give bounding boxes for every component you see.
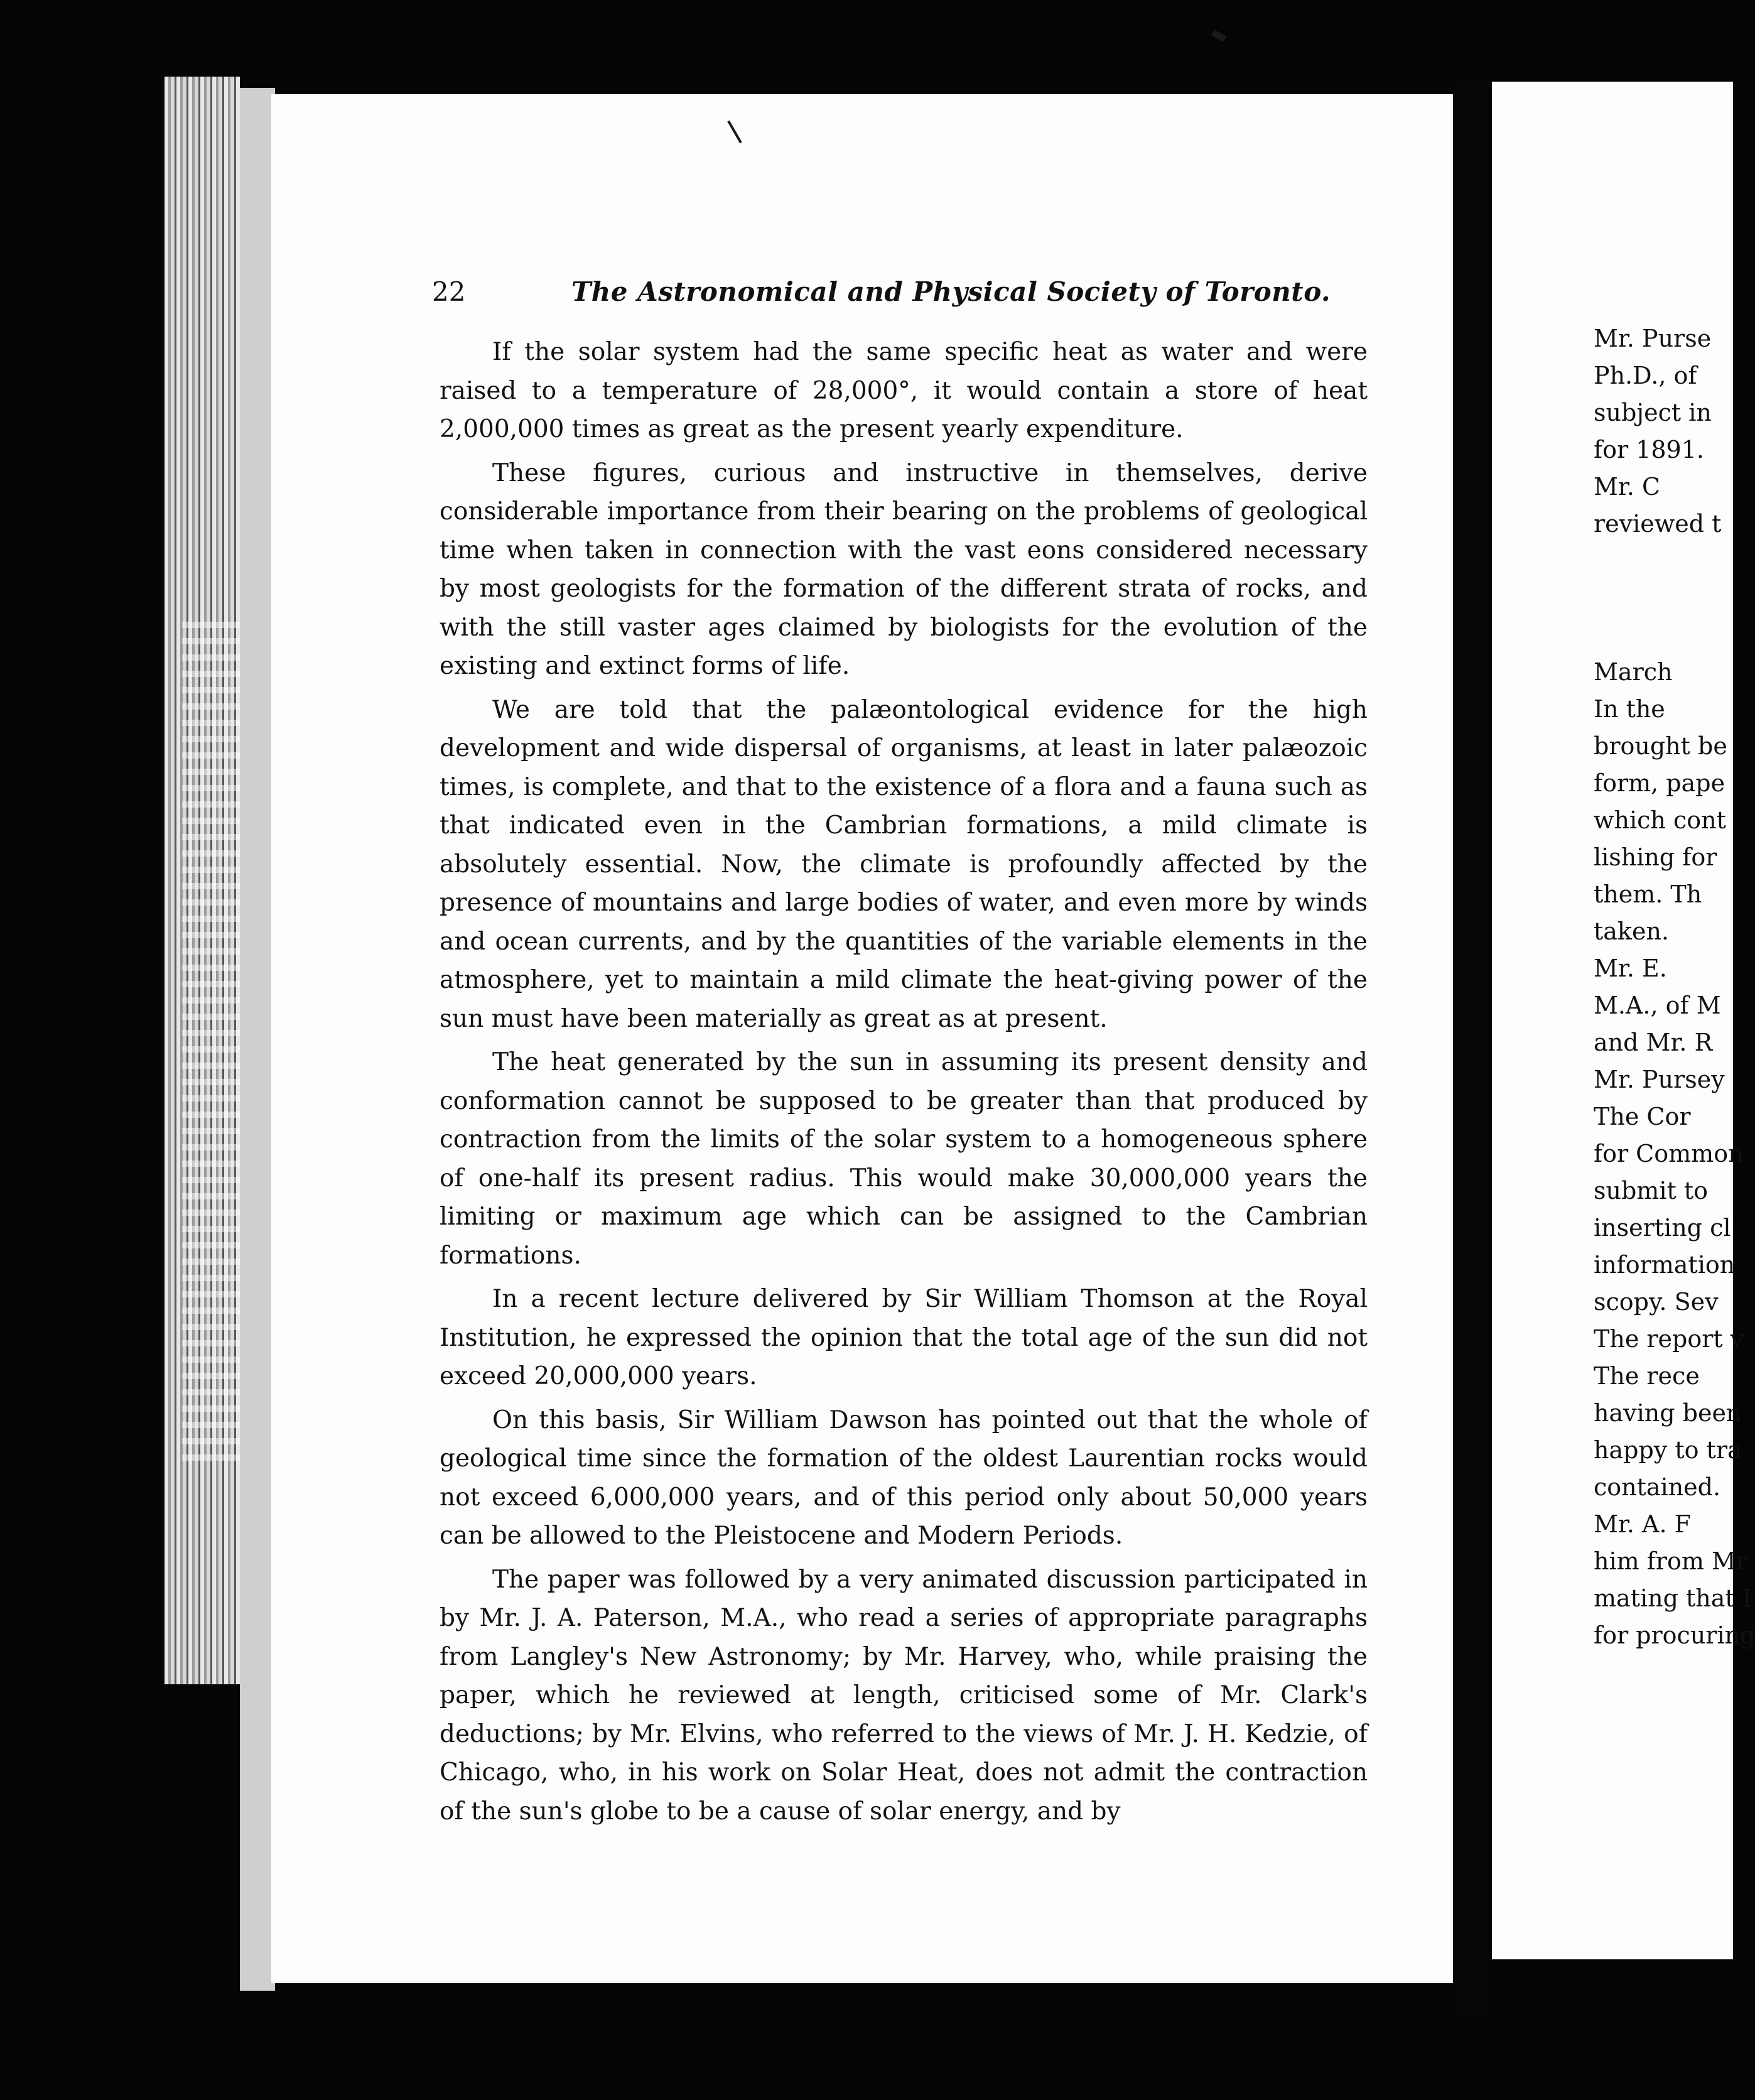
- page-edge-shadow: [240, 88, 275, 1991]
- left-page-body: [440, 333, 1368, 1836]
- right-page-line: M.A., of M: [1594, 992, 1721, 1019]
- right-page-line: [1594, 543, 1733, 580]
- right-page-line: In the: [1594, 695, 1665, 723]
- right-page-line: Mr. Pursey: [1594, 1066, 1725, 1093]
- right-page-line: having been: [1594, 1399, 1742, 1427]
- page-number: 22: [432, 276, 466, 307]
- paragraph: We are told that the palæontological evidence for the high development and wide dispersal of organisms, at least in later palæozoic times, is complete, and that to the existence of a flora and a fauna such as that indicated even in the Cambrian formations, a mild climate is absolutely essential. Now, the climate is profoundly affected by the presence of mountains and large bodies of water, and even more by winds and ocean currents, and by the quantities of the variable elements in the atmosphere, yet to maintain a mild climate the heat-giving power of the sun must have been materially as great as at present.: [440, 695, 1368, 1033]
- book-gutter: [1453, 75, 1492, 2022]
- right-page-line: form, pape: [1594, 769, 1725, 797]
- paragraph: The heat generated by the sun in assuming its present density and conformation cannot be supposed to be greater than that produced by contraction from the limits of the solar system to a homogeneous sphere of one-half its present radius. This would make 30,000,000 years the limiting or maximum age which can be assigned to the Cambrian formations.: [440, 1048, 1368, 1270]
- right-page-line: and Mr. R: [1594, 1029, 1713, 1056]
- right-page-line: March: [1594, 658, 1673, 686]
- right-page-line: Ph.D., of: [1594, 362, 1697, 389]
- paragraph: In a recent lecture delivered by Sir William Thomson at the Royal Institution, he expressed the opinion that the total age of the sun did not exceed 20,000,000 years.: [440, 1285, 1368, 1390]
- right-page-line: inserting cl: [1594, 1214, 1731, 1242]
- right-page-line: mating that I: [1594, 1584, 1752, 1612]
- right-page-line: for 1891.: [1594, 436, 1704, 463]
- right-page-line: Mr. E.: [1594, 955, 1667, 982]
- right-page-line: them. Th: [1594, 880, 1702, 908]
- paragraph: The paper was followed by a very animated discussion participated in by Mr. J. A. Paterson, M.A., who read a series of appropriate paragraphs from Langley's New Astronomy; by Mr. Harvey, who, while praising the paper, which he reviewed at length, criticised some of Mr. Clark's deductions; by Mr. Elvins, who referred to the views of Mr. J. H. Kedzie, of Chicago, who, in his work on Solar Heat, does not admit the contraction of the sun's globe to be a cause of solar energy, and by: [440, 1565, 1368, 1826]
- right-page-line: contained.: [1594, 1473, 1721, 1501]
- right-page-line: Mr. A. F: [1594, 1510, 1692, 1538]
- right-page-line: information: [1594, 1251, 1736, 1279]
- running-title: The Astronomical and Physical Society of Toronto.: [571, 276, 1331, 307]
- right-page-line: reviewed t: [1594, 510, 1722, 538]
- right-page-line: brought be: [1594, 732, 1727, 760]
- right-page-line: [1594, 580, 1733, 617]
- right-page-line: submit to: [1594, 1177, 1708, 1204]
- right-page-line: lishing for: [1594, 843, 1717, 871]
- page-header: [432, 276, 1368, 314]
- right-page-text: [1594, 320, 1755, 1654]
- right-page-line: [1594, 617, 1733, 654]
- paragraph: These figures, curious and instructive in themselves, derive considerable importance from their bearing on the problems of geological time when taken in connection with the vast eons considered necessary by most geologists for the formation of the different strata of rocks, and with the still vaster ages claimed by biologists for the evolution of the existing and extinct forms of life.: [440, 458, 1368, 680]
- right-page-line: for Common: [1594, 1140, 1744, 1167]
- right-page-line: The Cor: [1594, 1103, 1691, 1130]
- right-page-line: subject in: [1594, 399, 1712, 426]
- right-page-line: taken.: [1594, 917, 1669, 945]
- paragraph: On this basis, Sir William Dawson has pointed out that the whole of geological time since the formation of the oldest Laurentian rocks would not exceed 6,000,000 years, and of this period only about 50,000 years can be allowed to the Pleistocene and Modern Periods.: [440, 1405, 1368, 1550]
- right-page-line: The report v: [1594, 1325, 1744, 1353]
- right-page-line: scopy. Sev: [1594, 1288, 1719, 1316]
- right-page-line: Mr. Purse: [1594, 325, 1712, 352]
- right-page-line: for procuring: [1594, 1621, 1755, 1649]
- paragraph: If the solar system had the same specific heat as water and were raised to a temperature of 28,000°, it would contain a store of heat 2,000,000 times as great as the present yearly expenditure.: [440, 338, 1368, 443]
- right-page-line: happy to tra: [1594, 1436, 1742, 1464]
- right-page-line: him from Mr: [1594, 1547, 1748, 1575]
- right-page-line: Mr. C: [1594, 473, 1661, 501]
- right-page-line: The rece: [1594, 1362, 1700, 1390]
- scan-speck: [1211, 30, 1226, 42]
- right-page-line: which cont: [1594, 806, 1726, 834]
